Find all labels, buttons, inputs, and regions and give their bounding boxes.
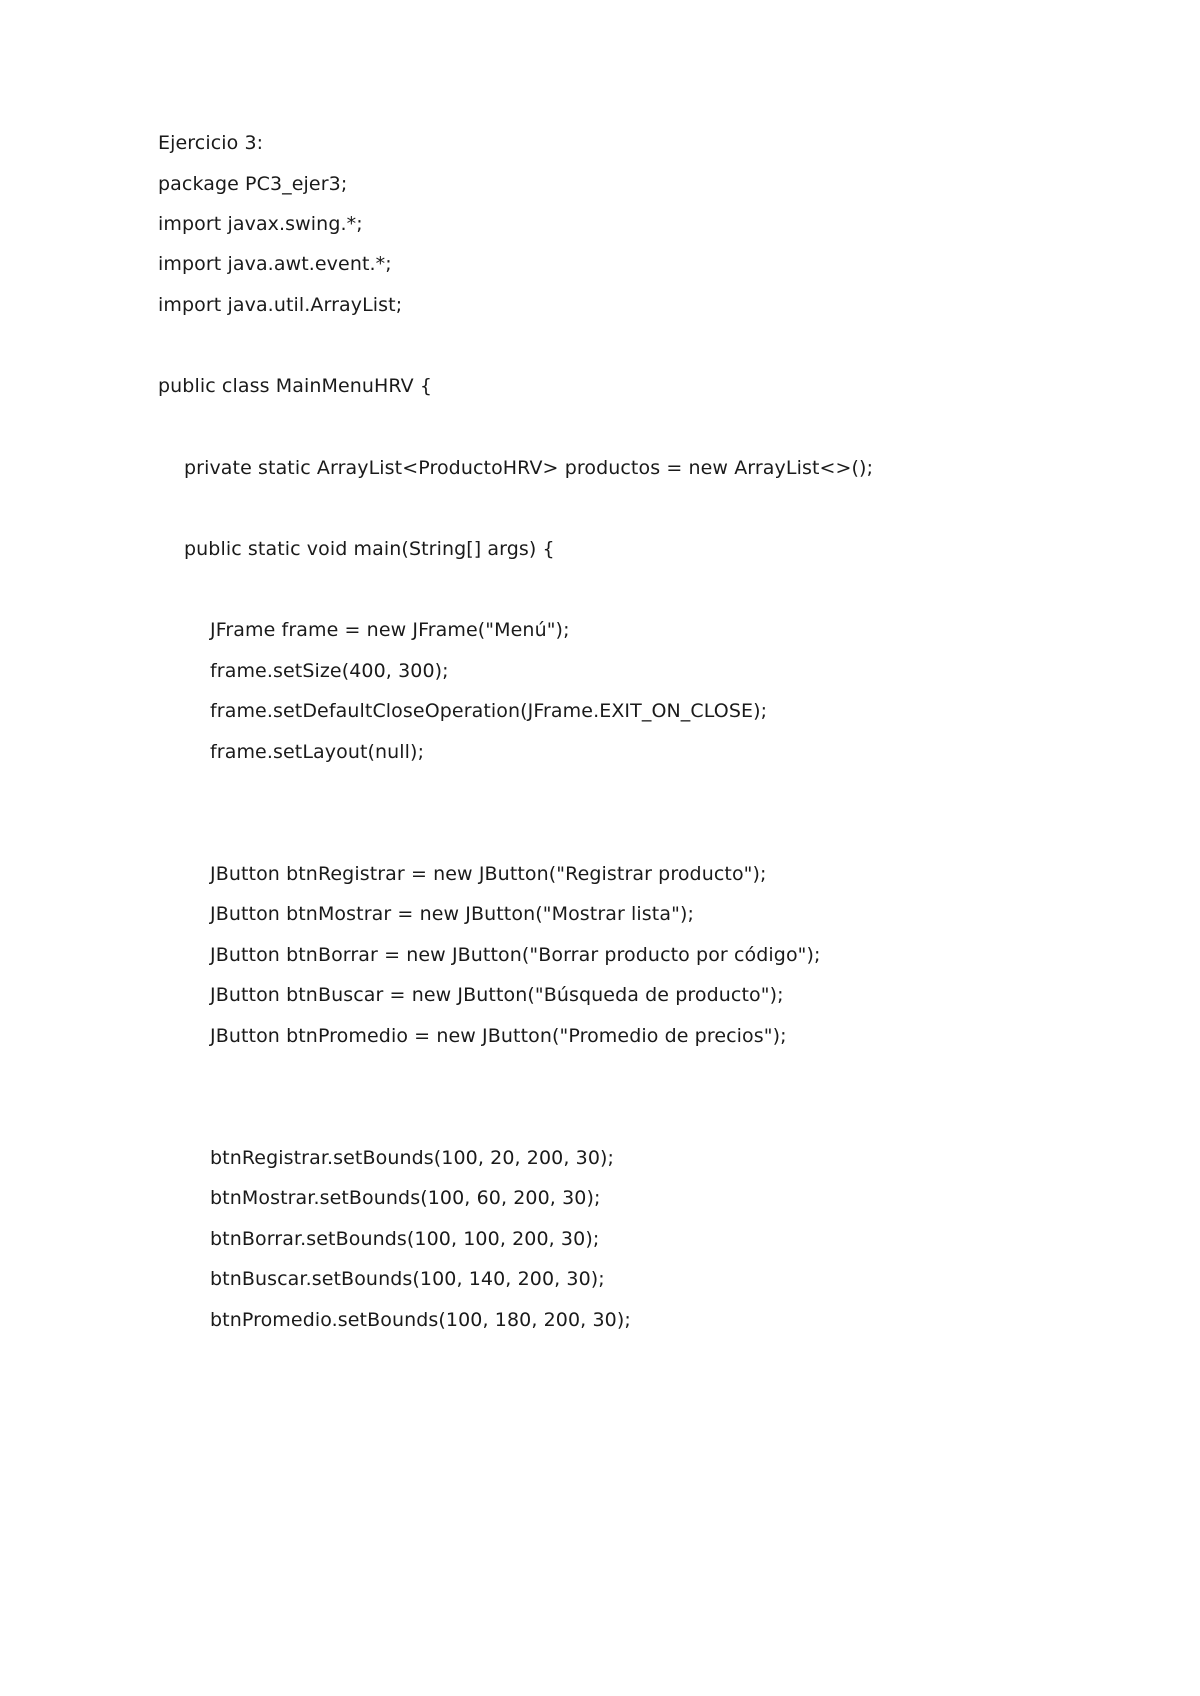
- code-line-import-arraylist: import java.util.ArrayList;: [158, 294, 403, 316]
- code-line-btn-borrar: JButton btnBorrar = new JButton("Borrar producto por código");: [210, 944, 821, 966]
- code-line-bounds-buscar: btnBuscar.setBounds(100, 140, 200, 30);: [210, 1268, 605, 1290]
- code-line-btn-mostrar: JButton btnMostrar = new JButton("Mostrar lista");: [210, 903, 694, 925]
- code-line-setsize: frame.setSize(400, 300);: [210, 660, 449, 682]
- code-line-import-swing: import javax.swing.*;: [158, 213, 363, 235]
- code-line-productos-field: private static ArrayList<ProductoHRV> productos = new ArrayList<>();: [184, 457, 874, 479]
- code-line-package: package PC3_ejer3;: [158, 173, 348, 195]
- code-line-bounds-borrar: btnBorrar.setBounds(100, 100, 200, 30);: [210, 1228, 600, 1250]
- code-line-jframe: JFrame frame = new JFrame("Menú");: [210, 619, 570, 641]
- code-line-btn-promedio: JButton btnPromedio = new JButton("Promedio de precios");: [210, 1025, 787, 1047]
- code-line-setlayout: frame.setLayout(null);: [210, 741, 425, 763]
- code-line-bounds-mostrar: btnMostrar.setBounds(100, 60, 200, 30);: [210, 1187, 601, 1209]
- exercise-heading: Ejercicio 3:: [158, 132, 264, 154]
- code-line-bounds-promedio: btnPromedio.setBounds(100, 180, 200, 30);: [210, 1309, 631, 1331]
- code-line-close-operation: frame.setDefaultCloseOperation(JFrame.EXIT_ON_CLOSE);: [210, 700, 768, 722]
- code-line-btn-registrar: JButton btnRegistrar = new JButton("Registrar producto");: [210, 863, 767, 885]
- code-line-class-declaration: public class MainMenuHRV {: [158, 375, 433, 397]
- code-line-import-event: import java.awt.event.*;: [158, 253, 392, 275]
- code-line-bounds-registrar: btnRegistrar.setBounds(100, 20, 200, 30);: [210, 1147, 615, 1169]
- code-line-btn-buscar: JButton btnBuscar = new JButton("Búsqueda de producto");: [210, 984, 784, 1006]
- code-line-main-method: public static void main(String[] args) {: [184, 538, 555, 560]
